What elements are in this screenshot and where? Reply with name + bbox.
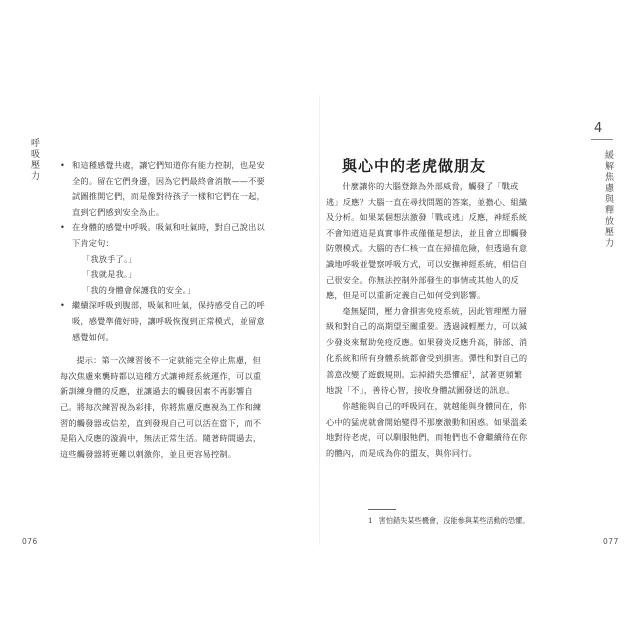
para-line: 的體內，而是成為你的盟友，與你同行。 [326, 447, 477, 458]
tip-line: 己。將每次練習視為彩排，你將焦慮反應視為工作和練 [60, 401, 262, 412]
para-line: 毫無疑問，壓力會損害免疫系統，因此管理壓力層 [342, 305, 527, 316]
chapter-divider [591, 139, 613, 140]
footnote-rule [368, 509, 396, 510]
para-line-part: ，試著更頻繁 [471, 369, 523, 380]
para-line: 地說「不」，善待心智，接收身體試圖發送的訊息。 [326, 385, 515, 396]
affirmation: 「我放手了。」 [82, 253, 137, 264]
tip-line: 新訓練身體的反應，並讓過去的觸發因素不再影響自 [60, 386, 253, 397]
bullet-line: 和這種感覺共處，讓它們知道你有能力控制，也是安 [72, 160, 265, 170]
chapter-number: 4 [594, 121, 603, 136]
paragraph-2 [326, 304, 564, 399]
para-line: 逃」反應？大腦一直在尋找問題的答案，並擔心、組織 [326, 196, 528, 207]
paragraph-3 [326, 399, 564, 461]
para-line-part: 善意改變了遊戲規則。忘掉錯失恐懼症 [326, 369, 469, 380]
footnote-text: 害怕錯失某些機會，沒能參與某些活動的恐懼。 [378, 516, 530, 525]
paragraph-1 [326, 179, 564, 304]
footnote-reference: 1 [468, 370, 472, 377]
footnote-number: 1 [368, 516, 373, 525]
para-line: 不會知道這是真實事件或僅僅是想法，並且會立即觸發 [326, 227, 528, 238]
para-line: 少發炎來幫助免疫反應。如果發炎反應升高，肺部、消 [326, 336, 528, 347]
right-page-body [326, 179, 564, 461]
tip-line: 這些觸發器將更難以刺激你，並且更容易控制。 [60, 448, 237, 459]
para-line: 防禦模式。大腦的杏仁核一直在掃描危險，但透過有意 [326, 243, 528, 254]
para-line: 你越能與自己的呼吸同在，就越能與身體同在，你 [342, 401, 527, 412]
para-line: 地對待老虎，可以馴服牠們，而牠們也不會繼續待在你 [326, 432, 528, 443]
tip-line: 每次焦慮來襲時都以這種方式讓神經系統運作，可以重 [60, 370, 262, 381]
para-line: 己很安全。你無法控制外部發生的事情或其他人的反 [326, 274, 519, 285]
tip-line: 提示：第一次練習後不一定就能完全停止焦慮，但 [76, 355, 261, 366]
right-running-head: 緩解焦慮與釋放壓力 [603, 150, 613, 249]
bullet-line: 直到它們感到安全為止。 [72, 206, 165, 217]
bullet-icon: • [60, 300, 66, 311]
bullet-line: 繼續深呼吸到腹部，吸氣和吐氣，保持感受自己的呼 [72, 300, 265, 311]
bullet-icon: • [60, 160, 66, 170]
para-line [326, 366, 564, 383]
bullet-line: 全的。留在它們身邊，因為它們最終會消散——不要 [72, 175, 265, 186]
tip-line: 是陷入反應的漩渦中，無法正常生活。隨著時間過去， [60, 433, 262, 444]
right-page [320, 0, 640, 640]
bullet-item-3 [60, 298, 300, 345]
bullet-icon: • [60, 222, 66, 233]
para-line: 識地呼吸並覺察呼吸方式，可以安撫神經系統，相信自 [326, 258, 528, 269]
left-running-head: 呼吸壓力 [29, 138, 39, 182]
para-line: 心中的猛虎就會開始變得不那麼激動和困惑。如果溫柔 [326, 416, 528, 427]
affirmation: 「我就是我。」 [82, 269, 137, 280]
bullet-line: 感覺如何。 [72, 331, 114, 342]
section-heading: 與心中的老虎做朋友 [342, 157, 487, 175]
para-line: 級和對自己的高期望至關重要。透過減輕壓力，可以減 [326, 321, 528, 332]
para-line: 什麼讓你的大腦登錄為外部威脅，觸發了「戰或 [342, 181, 519, 191]
bullet-item-2 [60, 220, 300, 251]
footnote [368, 516, 598, 526]
right-page-number: 077 [603, 537, 619, 546]
para-line: 及分析。如果某個想法激發「戰或逃」反應，神經系統 [326, 212, 528, 223]
para-line: 化系統和所有身體系統都會受到損害。彈性和對自己的 [326, 352, 528, 363]
bullet-line: 下肯定句： [72, 237, 114, 248]
spacer [60, 345, 300, 353]
bullet-line: 在身體的感覺中呼吸。吸氣和吐氣時，對自己說出以 [72, 222, 265, 233]
para-line: 應，但是可以重新定義自己如何受到影響。 [326, 290, 486, 301]
bullet-item-1 [60, 158, 300, 220]
left-page-body [60, 158, 300, 462]
tip-paragraph [60, 353, 300, 462]
affirmation: 「我的身體會保護我的安全。」 [82, 284, 196, 295]
bullet-line: 試圖推開它們，而是像對待孩子一樣和它們在一起， [72, 191, 265, 202]
left-page-number: 076 [22, 537, 38, 546]
tip-line: 習的觸發器或信差，直到發現自己可以活在當下，而不 [60, 417, 262, 428]
bullet-line: 吸，感覺準備好時，讓呼吸恢復到正常模式，並留意 [72, 315, 265, 326]
